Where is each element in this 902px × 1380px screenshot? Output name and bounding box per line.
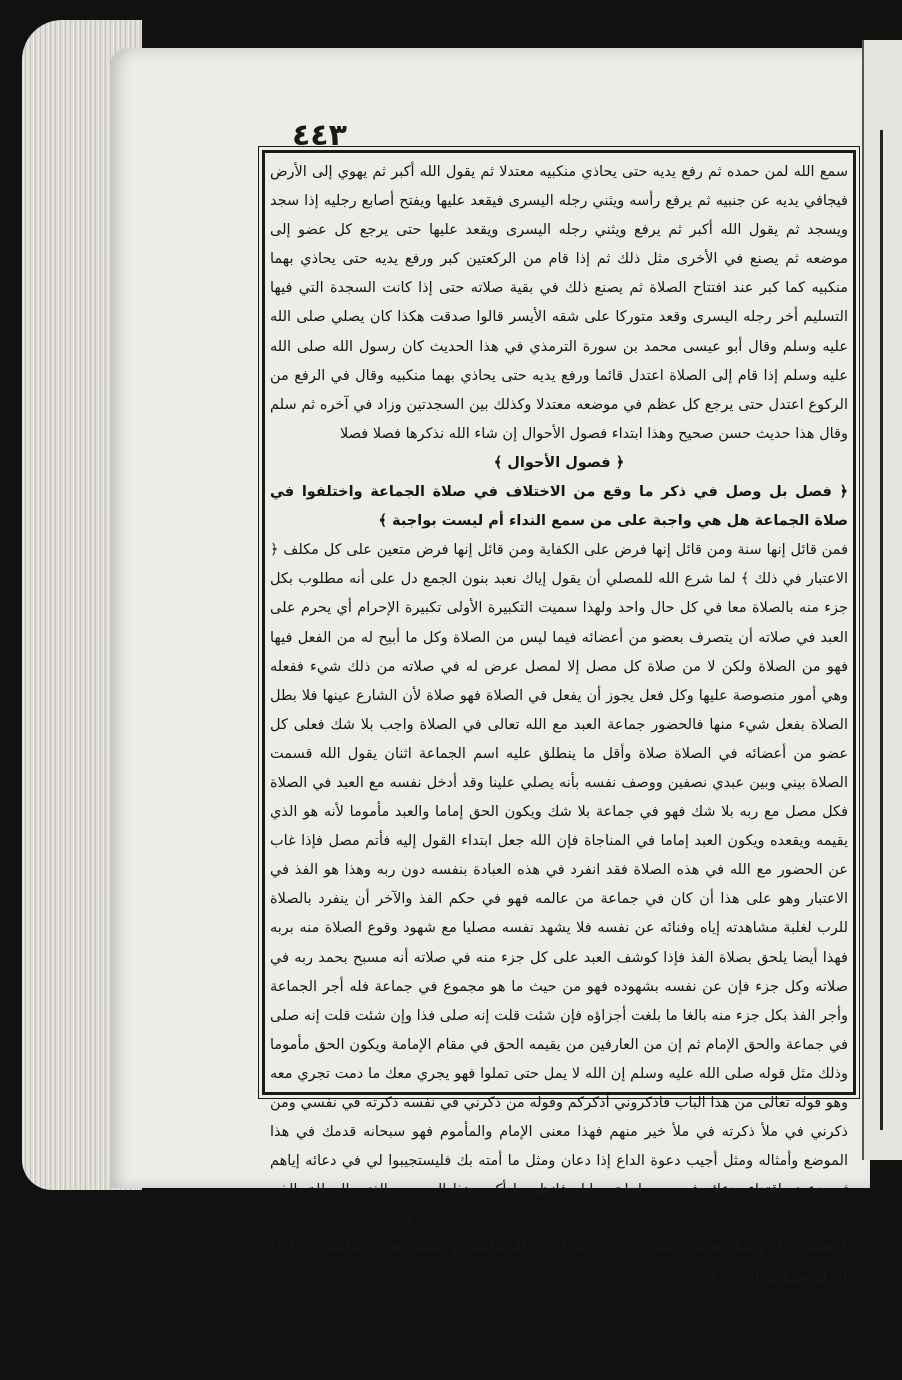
paragraph-congregation-discussion: فمن قائل إنها سنة ومن قائل إنها فرض على الكفاية ومن قائل إنها فرض متعين على كل مكلف ﴿ الاعتبار في ذلك ﴾ لما شرع الله للمصلي أن يقول إياك نعبد بنون الجمع دل على أنه مطلوب بكل جزء منه بالصلاة معا في كل حال واحد ولهذا سميت التكبيرة الأولى تكبيرة الإحرام أي يحرم على العبد في صلاته أن يتصرف بعضو من أعضائه فيما ليس من الصلاة وكل ما أبيح له من الفعل فيها فهو من الصلاة ولكن لا من صلاة كل مصل إلا لمصل عرض له في صلاته من ذلك شيء ففعله وهي أمور منصوصة عليها وكل فعل يجوز أن يفعل في الصلاة فهو صلاة لأن الشارع عينها فلا بطل الصلاة بفعل شيء منها فالحضور جماعة العبد مع الله تعالى في الصلاة واجب بلا شك فعلى كل عضو من أعضائه في الصلاة صلاة وأقل ما ينطلق عليه اسم الجماعة اثنان يقول الله قسمت الصلاة بيني وبين عبدي نصفين ووصف نفسه بأنه يصلي علينا وقد أدخل نفسه مع العبد في الصلاة فكل مصل مع ربه بلا شك فهو في جماعة بلا شك ويكون الحق إماما والعبد مأموما لأنه هو الذي يقيمه ويقعده ويكون العبد إماما في المناجاة فإن الله جعل ابتداء القول إليه فأتم مصل فإذا غاب عن الحضور مع الله في هذه الصلاة فقد انفرد في هذه العبادة بنفسه دون ربه وهذا هو الفذ في الاعتبار وهو على هذا أن كان في جماعة من عالمه فهو في حكم الفذ والآخر أن ينفرد بالصلاة للرب لغلبة مشاهدته إياه وفنائه عن نفسه فلا يشهد نفسه مصليا مع شهود وقوع الصلاة منه بربه فهذا أيضا يلحق بصلاة الفذ فإذا كوشف العبد على كل جزء منه في صلاته أنه مسبح بحمد ربه في صلاته وكل جزء فإن عن نفسه بشهوده فهو من حيث ما هو مجموع في جماعة فله أجر الجماعة وأجر الفذ بكل جزء منه بالغا ما بلغت أجزاؤه فإن شئت قلت إنه صلى فذا وإن شئت قلت إنه صلى في جماعة والحق الإمام ثم إن من العارفين من يقيمه الحق في مقام الإمامة ويكون الحق مأموما وذلك مثل قوله صلى الله عليه وسلم إن الله لا يمل حتى تملوا فهو يجري معك ما دمت تجري معه وهو قوله تعالى من هذا الباب فاذكروني أذكركم وقوله من ذكرني في نفسه ذكرته في نفسي ومن ذكرني في ملأ ذكرته في ملأ خير منهم فهذا معنى الإمام والمأموم فهو سبحانه قدمك في هذا الموضع وأمثاله ومثل أجيب دعوة الداع إذا دعان ومثل ما أمته بك فليستجيبوا لي في دعائه إياهم ثم بدعونه اقتداء بدعائه فيجيبهم بإجابتهم إياه فانظر ما أكرم هذا الرب مع الغنى المطلق الذي وصف به نفسه كيف ربط نفسه بعبده في جميع ما أمر به من العبادة ذلك هو الفضل المبين bbox=[270, 542, 848, 1228]
main-text-block bbox=[270, 158, 848, 1373]
paragraph-hadith-text: سمع الله لمن حمده ثم رفع يديه حتى يحاذي منكبيه معتدلا ثم يقول الله أكبر ثم يهوي إلى الأرض فيجافي يديه عن جنبيه ثم يرفع رأسه ويثني رجله اليسرى فيقعد عليها ويفتح أصابع رجليه إذا سجد ويسجد ثم يقول الله أكبر ثم يرفع ويثني رجله اليسرى ويقعد عليها حتى يرجع كل عضو إلى موضعه ثم يصنع في الأخرى مثل ذلك ثم إذا قام من الركعتين كبر ورفع يديه حتى يحاذي بهما منكبيه كما كبر عند افتتاح الصلاة ثم يصنع ذلك في بقية صلاته حتى إذا كانت السجدة التي فيها التسليم أخر رجله اليسرى وقعد متوركا على شقه الأيسر قالوا صدقت هكذا كان يصلي صلى الله عليه وسلم وقال أبو عيسى محمد بن سورة الترمذي في هذا الحديث كان رسول الله صلى الله عليه وسلم إذا قام إلى الصلاة اعتدل قائما ورفع يديه حتى يحاذي بهما منكبيه وقال في الرفع من الركوع اعتدل حتى يرجع كل عظم في موضعه معتدلا وكذلك بين السجدتين وزاد في آخره ثم سلم وقال هذا حديث حسن صحيح وهذا ابتداء فصول الأحوال إن شاء الله نذكرها فصلا فصلا bbox=[270, 164, 848, 442]
section-title-congregation: ﴿ فصل بل وصل في ذكر ما وقع من الاختلاف في صلاة الجماعة واختلفوا في صلاة الجماعة هل هي واجبة على من سمع النداء أم ليست بواجبة ﴾ bbox=[270, 484, 848, 530]
page-number: ٤٤٣ bbox=[292, 118, 347, 153]
chapter-heading: ﴿ فصول الأحوال ﴾ bbox=[493, 454, 625, 471]
section-title-repeat-prayer: ﴿ فصل بل وصل فيمن صلى وحده ثم أدرك الجماعة أو صلى في جماعة ثم أنها أدرك جماعة أخرى ﴾ bbox=[270, 1240, 848, 1286]
paragraph-repeat-prayer: اعلم أنه من صلى ثم أتى المسجد فلا يخلو من أحد وجهين إما أن صلى منفردا أو في جماعة فإن كان صلى منفردا فيعيدها معهم كل الصلوات إلا المغرب فقط وقالت طائفة يعيد إلا المغرب والعصر وقالت طائفة إلا المغرب والصبح ومن قائل إلا الصبح bbox=[270, 1298, 848, 1373]
facing-page-frame bbox=[880, 130, 897, 1130]
